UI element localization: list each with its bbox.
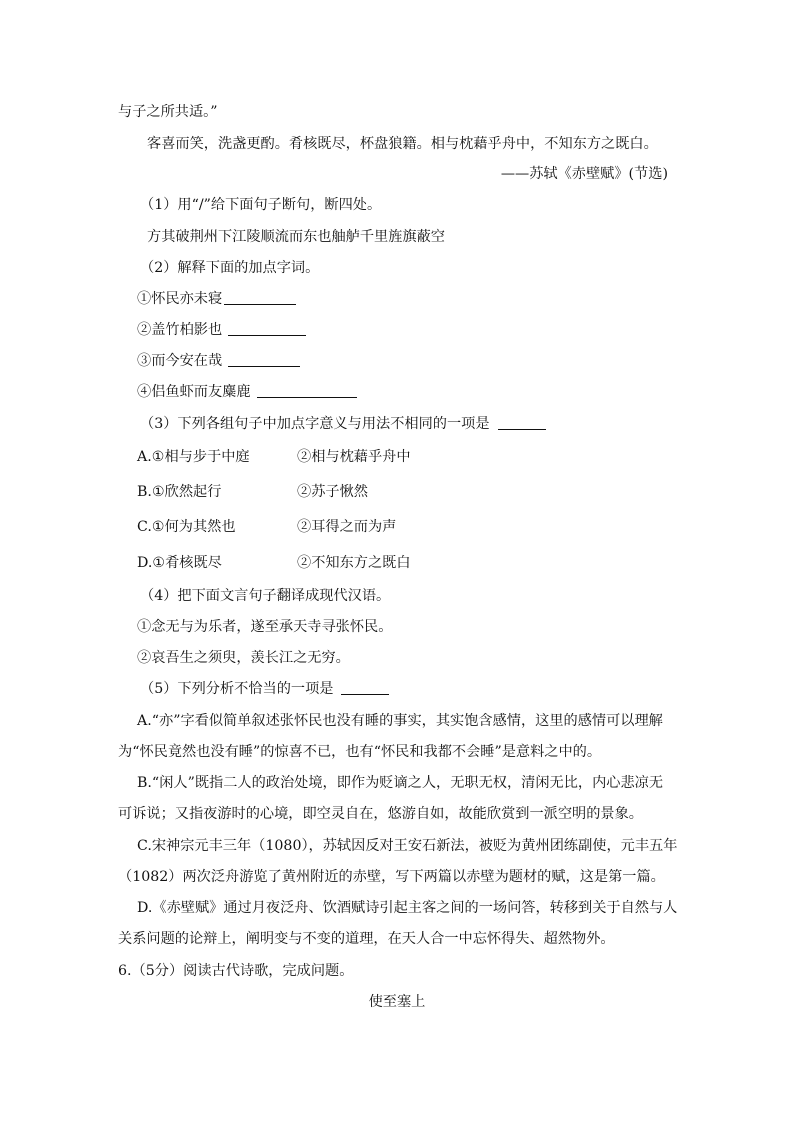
question-1-prompt: （1）用“/”给下面句子断句，断四处。 bbox=[140, 197, 382, 213]
option-second: ②苏子愀然 bbox=[297, 484, 368, 500]
question-1-sentence: 方其破荆州下江陵顺流而东也舳舻千里旌旗蔽空 bbox=[147, 229, 445, 245]
prompt-text: （3）下列各组句子中加点字意义与用法不相同的一项是 bbox=[140, 416, 490, 432]
question-5-option-c-cont: （1082）两次泛舟游览了黄州附近的赤壁，写下两篇以赤壁为题材的赋，这是第一篇。 bbox=[118, 869, 665, 885]
question-5-option-a[interactable]: A.“亦”字看似简单叙述张怀民也没有睡的事实，其实饱含感情，这里的感情可以理解 bbox=[137, 713, 663, 729]
answer-blank[interactable] bbox=[498, 415, 546, 430]
answer-blank[interactable] bbox=[224, 290, 296, 305]
option-second: ②不知东方之既白 bbox=[297, 555, 411, 571]
question-2-item bbox=[137, 351, 300, 371]
question-4-item: ②哀吾生之须臾，羡长江之无穷。 bbox=[137, 650, 350, 666]
question-3-option-c[interactable] bbox=[137, 517, 397, 537]
question-3-option-b[interactable] bbox=[137, 482, 368, 502]
option-first: ①肴核既尽 bbox=[152, 555, 222, 571]
option-first: ①相与步于中庭 bbox=[151, 449, 250, 465]
item-text: ③而今安在哉 bbox=[137, 353, 223, 369]
item-text: ①怀民亦未寝 bbox=[137, 291, 223, 307]
question-5-option-d-cont: 关系问题的论辩上，阐明变与不变的道理，在天人合一中忘怀得失、超然物外。 bbox=[118, 931, 615, 947]
question-3-option-a[interactable] bbox=[137, 447, 411, 467]
option-letter: A. bbox=[137, 449, 152, 465]
item-text: ④侣鱼虾而友麋鹿 bbox=[137, 384, 251, 400]
answer-blank[interactable] bbox=[257, 383, 357, 398]
question-2-prompt: （2）解释下面的加点字词。 bbox=[140, 260, 320, 276]
question-2-item bbox=[137, 382, 357, 402]
question-2-item bbox=[137, 289, 296, 309]
option-first: ①何为其然也 bbox=[151, 519, 236, 535]
answer-blank[interactable] bbox=[228, 352, 300, 367]
answer-blank[interactable] bbox=[228, 321, 306, 336]
option-first: ①欣然起行 bbox=[151, 484, 222, 500]
question-3-option-d[interactable] bbox=[137, 553, 411, 573]
prompt-text: （5）下列分析不恰当的一项是 bbox=[140, 681, 334, 697]
question-4-prompt: （4）把下面文言句子翻译成现代汉语。 bbox=[140, 588, 391, 604]
item-text: ②盖竹柏影也 bbox=[137, 322, 223, 338]
option-letter: C. bbox=[137, 519, 152, 535]
question-5-prompt bbox=[140, 679, 389, 699]
poem-title: 使至塞上 bbox=[368, 994, 426, 1010]
question-5-option-a-cont: 为“怀民竟然也没有睡”的惊喜不已，也有“怀民和我都不会睡”是意料之中的。 bbox=[118, 744, 602, 760]
question-5-option-b-cont: 可诉说；又指夜游时的心境，即空灵自在，悠游自如，故能欣赏到一派空明的景象。 bbox=[118, 806, 643, 822]
passage-attribution: ——苏轼《赤壁赋》(节选) bbox=[500, 166, 668, 182]
option-second: ②耳得之而为声 bbox=[297, 519, 397, 535]
passage-line: 与子之所共适。” bbox=[118, 104, 218, 120]
option-second: ②相与枕藉乎舟中 bbox=[297, 449, 411, 465]
question-5-option-d[interactable]: D.《赤壁赋》通过月夜泛舟、饮酒赋诗引起主客之间的一场问答，转移到关于自然与人 bbox=[137, 900, 678, 916]
question-5-option-b[interactable]: B.“闲人”既指二人的政治处境，即作为贬谪之人，无职无权，清闲无比，内心悲凉无 bbox=[137, 775, 664, 791]
question-4-item: ①念无与为乐者，遂至承天寺寻张怀民。 bbox=[137, 619, 393, 635]
passage-line: 客喜而笑，洗盏更酌。肴核既尽，杯盘狼籍。相与枕藉乎舟中，不知东方之既白。 bbox=[147, 136, 658, 152]
option-letter: D. bbox=[137, 555, 153, 571]
question-2-item bbox=[137, 320, 306, 340]
question-5-option-c[interactable]: C.宋神宗元丰三年（1080），苏轼因反对王安石新法，被贬为黄州团练副使，元丰五年 bbox=[137, 838, 678, 854]
question-6-prompt: 6.（5分）阅读古代诗歌，完成问题。 bbox=[118, 963, 354, 979]
answer-blank[interactable] bbox=[341, 680, 389, 695]
option-letter: B. bbox=[137, 484, 152, 500]
question-3-prompt bbox=[140, 414, 546, 434]
